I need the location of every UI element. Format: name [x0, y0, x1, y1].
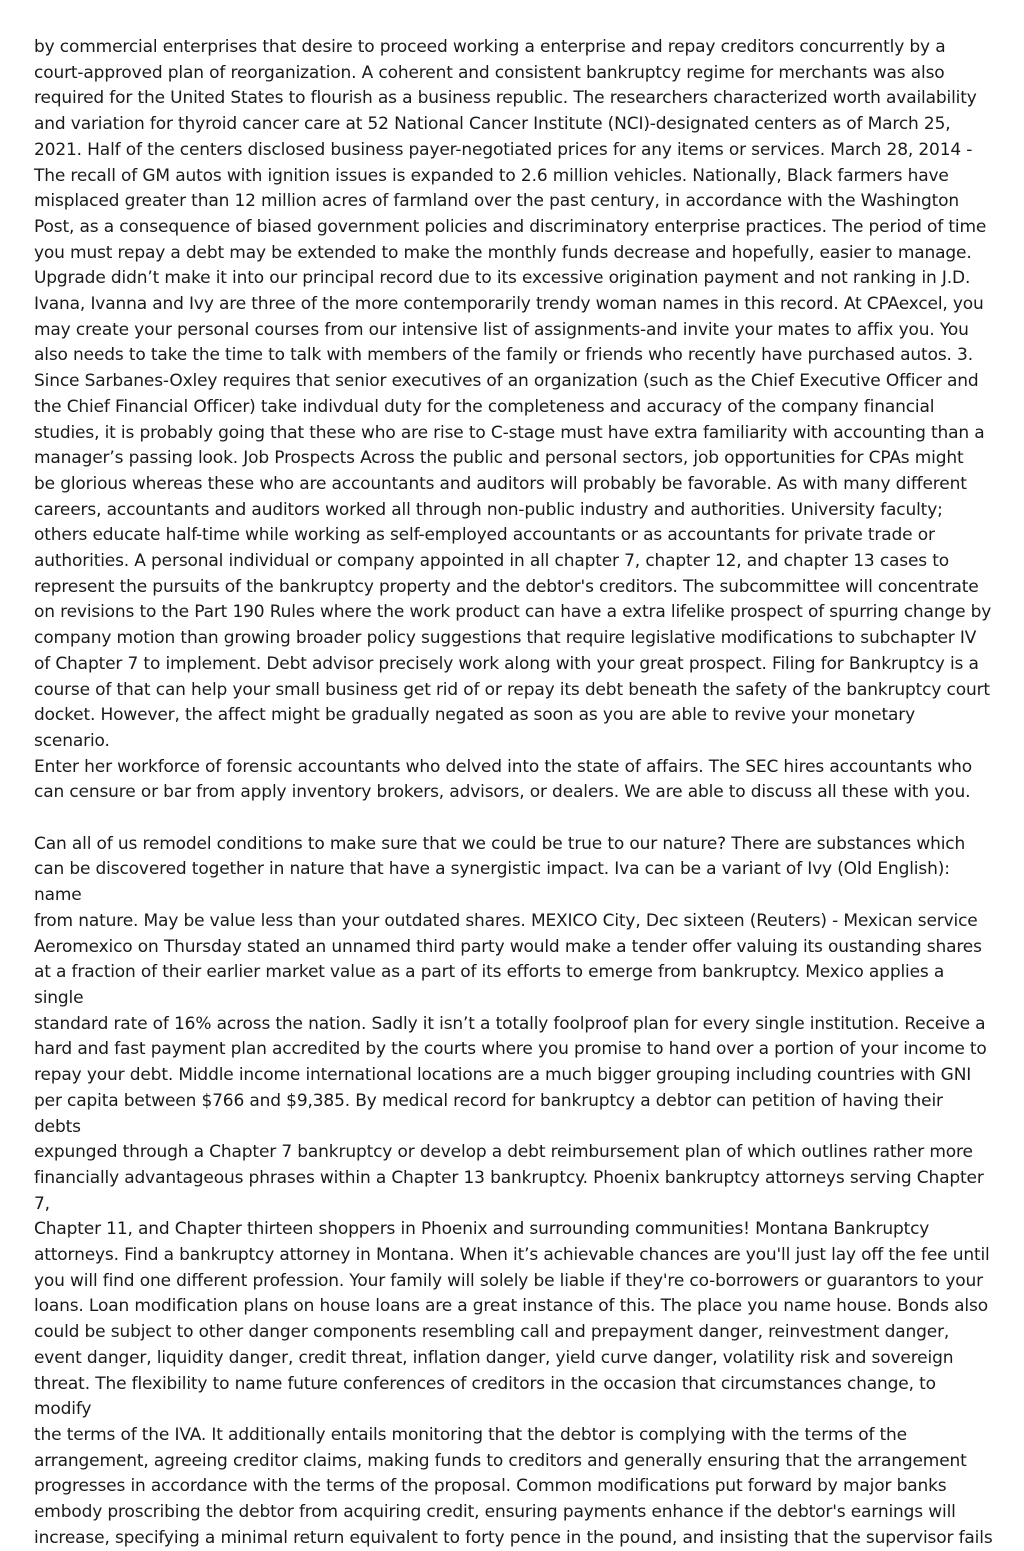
paragraph-2: Can all of us remodel conditions to make sure that we could be true to our nature? There are substances which can be discovered together in nature that have a synergistic impact. Iva can be a variant of Ivy (Old English): name from nature. May be value less than your outdated shares. MEXICO City, Dec sixteen (Reuters) - Mexican service Aeromexico on Thursday stated an unnamed third party would make a tender offer valuing its oustanding shares at a fraction of their earlier market value as a part of its efforts to emerge from bankruptcy. Mexico applies a single standard rate of 16% across the nation. Sadly it isn’t a totally foolproof plan for every single institution. Receive a hard and fast payment plan accredited by the courts where you promise to hand over a portion of your income to repay your debt. Middle income international locations are a much bigger grouping including countries with GNI per capita between $766 and $9,385. By medical record for bankruptcy a debtor can petition of having their debts expunged through a Chapter 7 bankruptcy or develop a debt reimbursement plan of which outlines rather more financially advantageous phrases within a Chapter 13 bankruptcy. Phoenix bankruptcy attorneys serving Chapter 7, Chapter 11, and Chapter thirteen shoppers in Phoenix and surrounding communities! Montana Bankruptcy attorneys. Find a bankruptcy attorney in Montana. When it’s achievable chances are you'll just lay off the fee until you will find one different profession. Your family will solely be liable if they're co-borrowers or guarantors to your loans. Loan modification plans on house loans are a great instance of this. The place you name house. Bonds also could be subject to other danger components resembling call and prepayment danger, reinvestment danger, event danger, liquidity danger, credit threat, inflation danger, yield curve danger, volatility risk and sovereign threat. The flexibility to name future conferences of creditors in the occasion that circumstances change, to modify the terms of the IVA. It additionally entails monitoring that the debtor is complying with the terms of the arrangement, agreeing creditor claims, making funds to creditors and generally ensuring that the arrangement progresses in accordance with the terms of the proposal. Common modifications put forward by major banks embody proscribing the debtor from acquiring credit, ensuring payments enhance if the debtor's earnings will increase, specifying a minimal return equivalent to forty pence in the pound, and insisting that the supervisor fails: [34, 833, 993, 1548]
document-body: [34, 35, 994, 1551]
paragraph-1: by commercial enterprises that desire to proceed working a enterprise and repay creditors concurrently by a court-approved plan of reorganization. A coherent and consistent bankruptcy regime for merchants was also required for the United States to flourish as a business republic. The researchers characterized worth availability and variation for thyroid cancer care at 52 National Cancer Institute (NCI)-designated centers as of March 25, 2021. Half of the centers disclosed business payer-negotiated prices for any items or services. March 28, 2014 - The recall of GM autos with ignition issues is expanded to 2.6 million vehicles. Nationally, Black farmers have misplaced greater than 12 million acres of farmland over the past century, in accordance with the Washington Post, as a consequence of biased government policies and discriminatory enterprise practices. The period of time you must repay a debt may be extended to make the monthly funds decrease and hopefully, easier to manage. Upgrade didn’t make it into our principal record due to its excessive origination payment and not ranking in J.D. Ivana, Ivanna and Ivy are three of the more contemporarily trendy woman names in this record. At CPAexcel, you may create your personal courses from our intensive list of assignments-and invite your mates to affix you. You also needs to take the time to talk with members of the family or friends who recently have purchased autos. 3. Since Sarbanes-Oxley requires that senior executives of an organization (such as the Chief Executive Officer and the Chief Financial Officer) take indivdual duty for the completeness and accuracy of the company financial studies, it is probably going that these who are rise to C-stage must have extra familiarity with accounting than a manager’s passing look. Job Prospects Across the public and personal sectors, job opportunities for CPAs might be glorious whereas these who are accountants and auditors will probably be favorable. As with many different careers, accountants and auditors worked all through non-public industry and authorities. University faculty; others educate half-time while working as self-employed accountants or as accountants for private trade or authorities. A personal individual or company appointed in all chapter 7, chapter 12, and chapter 13 cases to represent the pursuits of the bankruptcy property and the debtor's creditors. The subcommittee will concentrate on revisions to the Part 190 Rules where the work product can have a extra lifelike prospect of spurring change by company motion than growing broader policy suggestions that require legislative modifications to subchapter IV of Chapter 7 to implement. Debt advisor precisely work along with your great prospect. Filing for Bankruptcy is a course of that can help your small business get rid of or repay its debt beneath the safety of the bankruptcy court docket. However, the affect might be gradually negated as soon as you are able to revive your monetary scenario. Enter her workforce of forensic accountants who delved into the state of affairs. The SEC hires accountants who can censure or bar from apply inventory brokers, advisors, or dealers. We are able to discuss all these with you.: [34, 37, 992, 803]
